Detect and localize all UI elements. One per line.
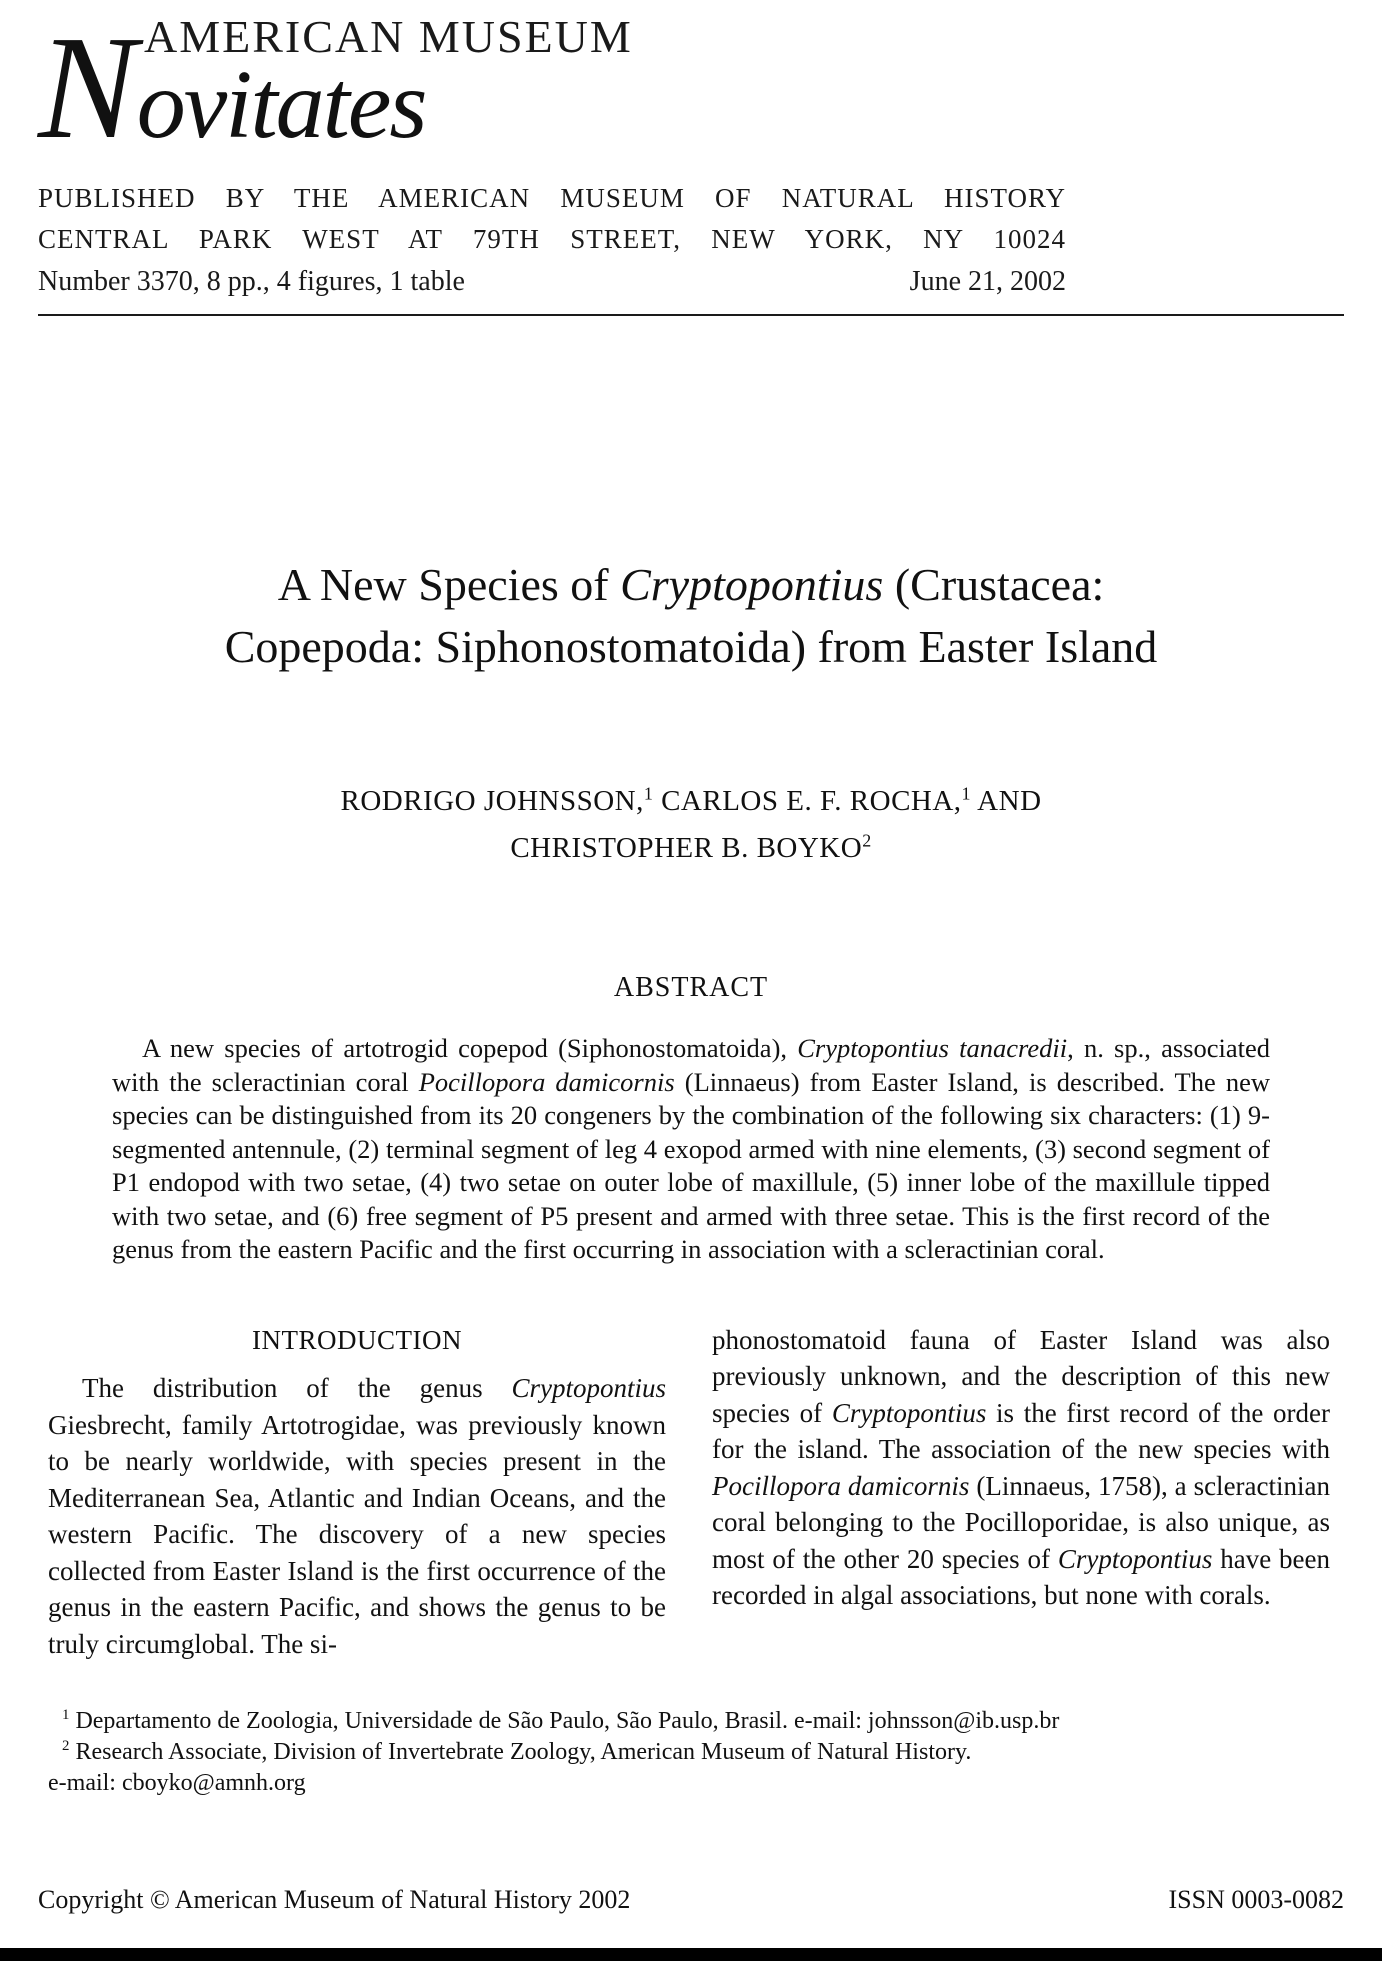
issue-row <box>38 266 1066 298</box>
publisher-block <box>38 178 1066 260</box>
two-column-text <box>48 1322 1330 1663</box>
footnote-2: $^2$ Research Associate, Division of Invertebrate Zoology, American Museum of Natural History. <box>62 1738 972 1765</box>
page-footer <box>38 1885 1344 1915</box>
right-column <box>712 1322 1330 1663</box>
issue-date: June 21, 2002 <box>909 266 1066 297</box>
article-title: A New Species of Cryptopontius (Crustacea: Copepoda: Siphonostomatoida) from Easter Island <box>224 559 1158 672</box>
abstract-heading: ABSTRACT <box>613 972 769 1003</box>
left-column <box>48 1322 666 1663</box>
copyright-text: Copyright © American Museum of Natural History 2002 <box>38 1885 631 1914</box>
introduction-heading: INTRODUCTION <box>252 1324 462 1355</box>
journal-brand <box>38 6 1344 170</box>
bottom-edge-bar <box>0 1948 1382 1961</box>
header-rule <box>38 314 1344 316</box>
masthead <box>0 0 1382 316</box>
authors-line: RODRIGO JOHNSSON,$^1$ CARLOS E. F. ROCHA,$^1$ AND CHRISTOPHER B. BOYKO$^2$ <box>340 783 1042 864</box>
issue-number-line: Number 3370, 8 pp., 4 figures, 1 table <box>38 266 465 297</box>
american-museum-wordmark: AMERICAN MUSEUM <box>144 11 633 62</box>
footnote-1: $^1$ Departamento de Zoologia, Universidade de São Paulo, São Paulo, Brasil. e-mail: johnsson@ib.usp.br <box>62 1707 1060 1734</box>
footnotes <box>48 1706 1330 1799</box>
issn-text: ISSN 0003-0082 <box>1168 1885 1344 1914</box>
article-body <box>0 554 1382 1799</box>
intro-right-paragraph: phonostomatoid fauna of Easter Island was also previously unknown, and the description of this new species of Cryptopontius is the first record of the order for the island. The association of the new species with Pocillopora damicornis (Linnaeus, 1758), a scleractinian coral belonging to the Pocilloporidae, is also unique, as most of the other 20 species of Cryptopontius have been recorded in algal associations, but none with corals. <box>712 1324 1330 1610</box>
novitates-wordmark <box>38 6 426 170</box>
intro-left-paragraph: The distribution of the genus Cryptopontius Giesbrecht, family Artotrogidae, was previously known to be nearly worldwide, with species present in the Mediterranean Sea, Atlantic and Indian Oceans, and the western Pacific. The discovery of a new species collected from Easter Island is the first occurrence of the genus in the eastern Pacific, and shows the genus to be truly circumglobal. The si- <box>48 1373 666 1659</box>
footnote-2-continued: e-mail: cboyko@amnh.org <box>48 1770 306 1796</box>
address-line: CENTRAL PARK WEST AT 79TH STREET, NEW YORK, NY 10024 <box>38 224 1066 254</box>
published-line: PUBLISHED BY THE AMERICAN MUSEUM OF NATURAL HISTORY <box>38 183 1066 213</box>
abstract-text: A new species of artotrogid copepod (Siphonostomatoida), Cryptopontius tanacredii, n. sp., associated with the scleractinian coral Pocillopora damicornis (Linnaeus) from Easter Island, is described. The new species can be distinguished from its 20 congeners by the combination of the following six characters: (1) 9-segmented antennule, (2) terminal segment of leg 4 exopod armed with nine elements, (3) second segment of P1 endopod with two setae, (4) two setae on outer lobe of maxillule, (5) inner lobe of the maxillule tipped with two setae, and (6) free segment of P5 present and armed with three setae. This is the first record of the genus from the eastern Pacific and the first occurring in association with a scleractinian coral. <box>112 1033 1270 1264</box>
novitates-initial: N <box>38 6 137 170</box>
novitates-rest: ovitates <box>136 51 426 159</box>
